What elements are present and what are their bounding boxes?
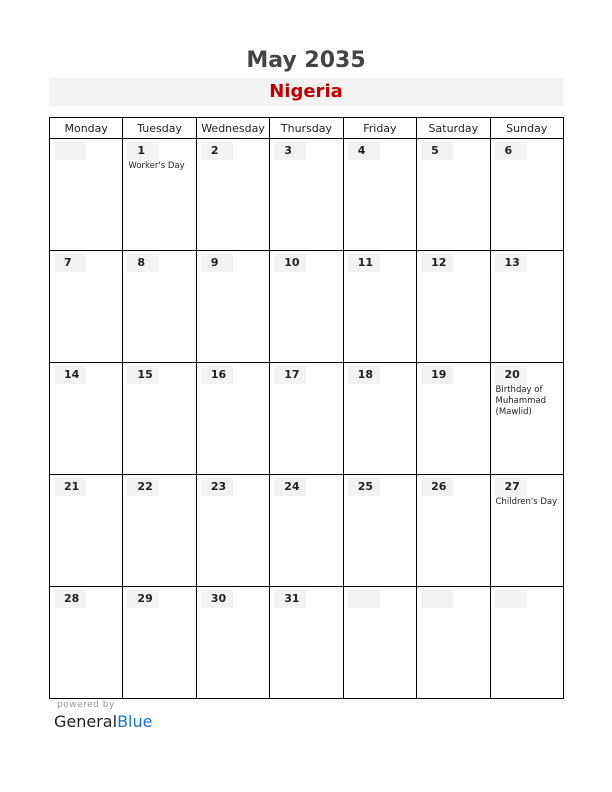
day-number: 31 [274,590,306,608]
calendar-day-cell [417,475,490,587]
weekday-header: Tuesday [123,118,196,139]
calendar-day-cell [270,475,343,587]
day-number: 1 [127,142,159,160]
day-number: 2 [201,142,233,160]
calendar-day-cell [196,475,269,587]
calendar-day-cell [196,363,269,475]
day-number: 11 [348,254,380,272]
day-number: 6 [495,142,527,160]
day-number: 5 [421,142,453,160]
day-number: 10 [274,254,306,272]
day-number: 13 [495,254,527,272]
day-number: 17 [274,366,306,384]
calendar-day-cell [196,587,269,699]
weekday-header: Saturday [417,118,490,139]
day-number: 8 [127,254,159,272]
day-number: 15 [127,366,159,384]
day-number: 7 [54,254,86,272]
calendar-day-cell [196,251,269,363]
day-number: 22 [127,478,159,496]
calendar-day-cell [50,475,123,587]
calendar-day-cell [270,587,343,699]
day-number: 19 [421,366,453,384]
day-number: 28 [54,590,86,608]
day-number [421,590,453,608]
weekday-header: Friday [343,118,416,139]
day-number: 3 [274,142,306,160]
calendar-day-cell [417,251,490,363]
country-banner: Nigeria [49,78,563,106]
calendar-day-cell [343,251,416,363]
calendar-week-row [50,139,564,251]
month-title: May 2035 [246,48,366,73]
calendar-day-cell [490,475,563,587]
day-number: 9 [201,254,233,272]
calendar-day-cell [50,251,123,363]
calendar-day-cell [343,139,416,251]
day-number: 12 [421,254,453,272]
calendar-day-cell [343,587,416,699]
calendar-day-cell [123,363,196,475]
calendar-day-cell [50,363,123,475]
calendar-day-cell [490,363,563,475]
day-number: 18 [348,366,380,384]
weekday-header: Sunday [490,118,563,139]
day-number: 25 [348,478,380,496]
calendar-day-cell [270,251,343,363]
day-number: 26 [421,478,453,496]
calendar-day-cell [50,587,123,699]
calendar-day-cell [490,587,563,699]
weekday-header: Wednesday [196,118,269,139]
calendar-day-cell [343,363,416,475]
calendar-week-row [50,251,564,363]
day-number: 23 [201,478,233,496]
calendar-grid [49,117,564,699]
calendar-week-row [50,363,564,475]
day-number [495,590,527,608]
day-number: 29 [127,590,159,608]
holiday-event: Worker's Day [128,161,185,171]
weekday-header: Thursday [270,118,343,139]
day-number [54,142,86,160]
calendar-day-cell [417,139,490,251]
day-number: 30 [201,590,233,608]
day-number: 24 [274,478,306,496]
calendar-day-cell [123,475,196,587]
brand-blue-text: Blue [117,712,153,731]
brand-logo[interactable] [54,712,152,731]
day-number: 16 [201,366,233,384]
day-number: 27 [495,478,527,496]
day-number: 14 [54,366,86,384]
holiday-event: Birthday of Muhammad (Mawlid) [495,385,547,417]
calendar-day-cell [270,139,343,251]
holiday-event: Children's Day [495,497,558,507]
calendar-day-cell [123,251,196,363]
day-number: 20 [495,366,527,384]
calendar-day-cell [490,251,563,363]
calendar-day-cell [123,139,196,251]
calendar-day-cell [270,363,343,475]
calendar-week-row [50,475,564,587]
powered-by-label: powered by [57,700,115,710]
calendar-day-cell [490,139,563,251]
calendar-day-cell [50,139,123,251]
weekday-header-row [50,118,564,139]
day-number: 21 [54,478,86,496]
day-number [348,590,380,608]
calendar-day-cell [196,139,269,251]
day-number: 4 [348,142,380,160]
calendar-day-cell [343,475,416,587]
brand-general-text: General [54,712,118,731]
weekday-header: Monday [50,118,123,139]
calendar-day-cell [417,363,490,475]
calendar-day-cell [417,587,490,699]
calendar-day-cell [123,587,196,699]
calendar-week-row [50,587,564,699]
